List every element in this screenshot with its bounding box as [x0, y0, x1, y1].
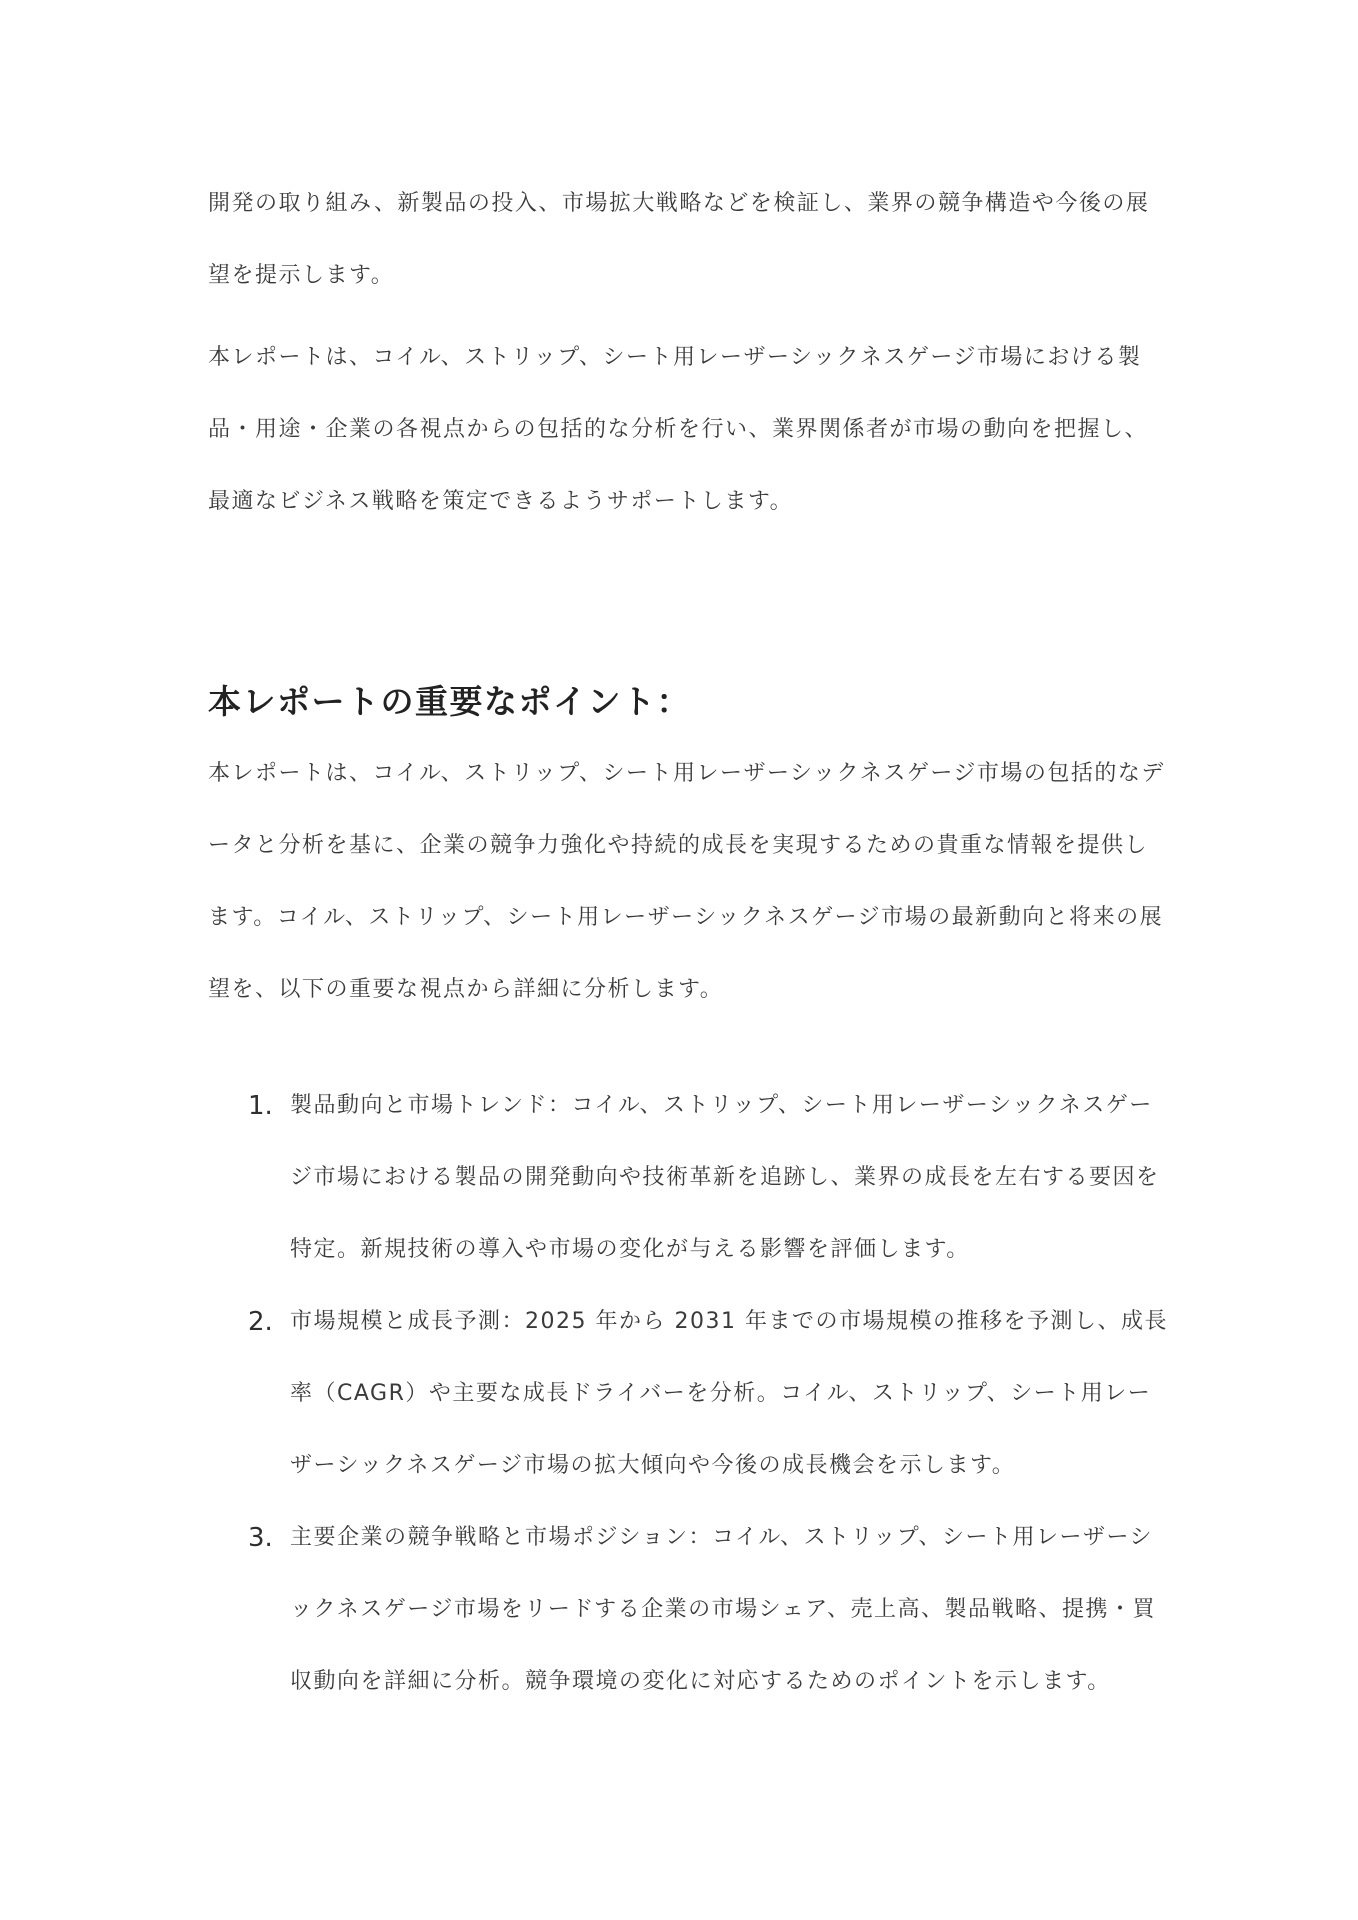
key-points-list: [208, 1070, 1168, 1718]
list-item-text: 製品動向と市場トレンド：コイル、ストリップ、シート用レーザーシックネスゲージ市場における製品の開発動向や技術革新を追跡し、業界の成長を左右する要因を特定。新規技術の導入や市場の変化が与える影響を評価します。: [290, 1093, 1160, 1262]
list-item: [208, 1502, 1168, 1718]
list-item: [208, 1286, 1168, 1502]
list-item-number: 1.: [248, 1091, 273, 1121]
list-item-number: 2.: [248, 1307, 273, 1337]
list-item: [208, 1070, 1168, 1286]
intro-paragraph-2: 本レポートは、コイル、ストリップ、シート用レーザーシックネスゲージ市場における製品・用途・企業の各視点からの包括的な分析を行い、業界関係者が市場の動向を把握し、最適なビジネス戦略を策定できるようサポートします。: [208, 345, 1149, 514]
document-body: [208, 168, 1168, 1718]
section-heading: 本レポートの重要なポイント：: [208, 682, 691, 721]
list-item-text: 主要企業の競争戦略と市場ポジション：コイル、ストリップ、シート用レーザーシックネスゲージ市場をリードする企業の市場シェア、売上高、製品戦略、提携・買収動向を詳細に分析。競争環境の変化に対応するためのポイントを示します。: [290, 1525, 1156, 1694]
section-paragraph: 本レポートは、コイル、ストリップ、シート用レーザーシックネスゲージ市場の包括的なデータと分析を基に、企業の競争力強化や持続的成長を実現するための貴重な情報を提供します。コイル、ストリップ、シート用レーザーシックネスゲージ市場の最新動向と将来の展望を、以下の重要な視点から詳細に分析します。: [208, 761, 1165, 1002]
intro-paragraph-1: 開発の取り組み、新製品の投入、市場拡大戦略などを検証し、業界の競争構造や今後の展望を提示します。: [208, 191, 1150, 288]
list-item-text: 市場規模と成長予測：2025 年から 2031 年までの市場規模の推移を予測し、成長率（CAGR）や主要な成長ドライバーを分析。コイル、ストリップ、シート用レーザーシックネスゲージ市場の拡大傾向や今後の成長機会を示します。: [290, 1309, 1168, 1478]
list-item-number: 3.: [248, 1523, 273, 1553]
